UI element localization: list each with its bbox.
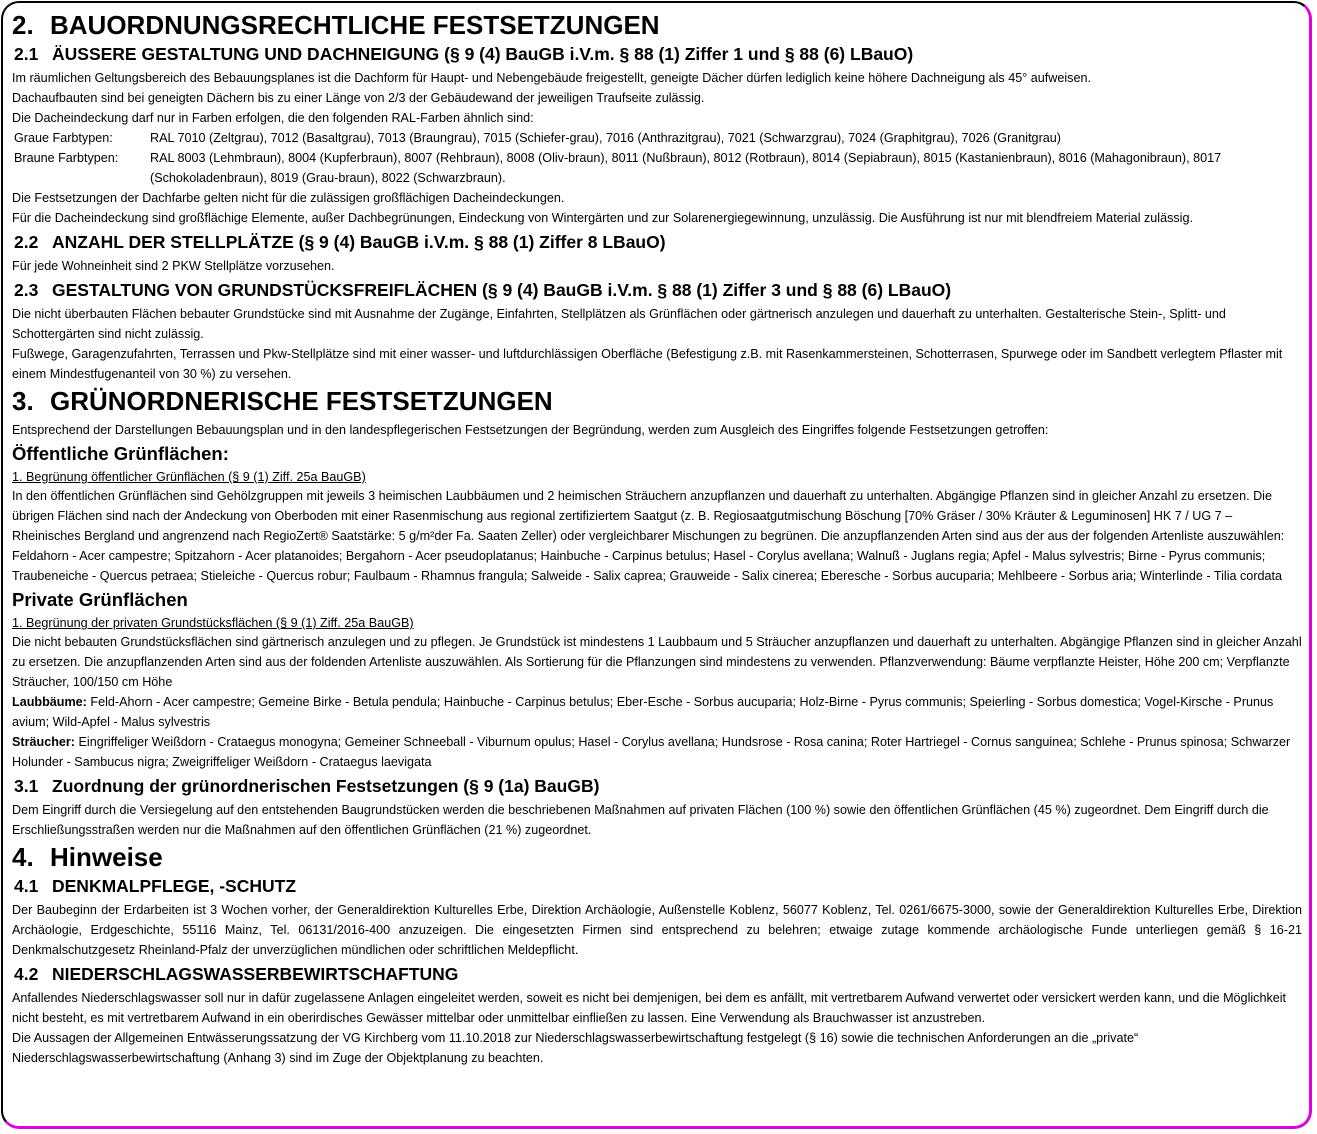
paragraph: Für jede Wohneinheit sind 2 PKW Stellplätze vorzusehen. bbox=[12, 259, 335, 273]
paragraph: Fußwege, Garagenzufahrten, Terrassen und Pkw-Stellplätze sind mit einer wasser- und luftdurchlässigen Oberfläche (Befestigung z.B. mit Rasenkammersteinen, Schotterrasen, Spurwege oder im Sandbett verlegtem Pflaster mit einem Mindestfugenanteil von 30 %) zu versehen. bbox=[12, 347, 1283, 381]
tree-list-text: Feld-Ahorn - Acer campestre; Gemeine Birke - Betula pendula; Hainbuche - Carpinus betulus; Eber-Esche - Sorbus aucuparia; Holz-Birne - Pyrus communis; Speierling - Sorbus domestica; Vogel-Kirsche - Prunus avium; Wild-Apfel - Malus sylvestris bbox=[12, 695, 1274, 729]
tree-list-label: Laubbäume: bbox=[12, 695, 87, 709]
paragraph: Die Aussagen der Allgemeinen Entwässerungssatzung der VG Kirchberg vom 11.10.2018 zur Niederschlagswasserbewirtschaftung festgelegt (§ 16) sowie die technischen Anforderungen an die „private“ Niederschlagswasserbewirtschaftung (Anhang 3) sind im Zuge der Objektplanung zu beachten. bbox=[12, 1031, 1139, 1065]
species-list: Feldahorn - Acer campestre; Spitzahorn - Acer platanoides; Bergahorn - Acer pseudoplatanus; Hainbuche - Carpinus betulus; Hasel - Corylus avellana; Walnuß - Juglans regia; Apfel - Malus sylvestris; Birne - Pyrus communis; Traubeneiche - Quercus petraea; Stieleiche - Quercus robur; Faulbaum - Rhamnus frangula; Salweide - Salix caprea; Grauweide - Salix cinerea; Eberesche - Sorbus aucuparia; Mehlbeere - Sorbus aria; Winterlinde - Tilia cordata bbox=[12, 549, 1283, 583]
public-green-subheading: 1. Begrünung öffentlicher Grünflächen (§ 9 (1) Ziff. 25a BauGB) bbox=[12, 470, 366, 484]
section-2-1-heading: 2.1 ÄUSSERE GESTALTUNG UND DACHNEIGUNG (§ 9 (4) BauGB i.V.m. § 88 (1) Ziffer 1 und § 88 (6) LBauO) bbox=[14, 44, 914, 64]
paragraph: Der Baubeginn der Erdarbeiten ist 3 Wochen vorher, der Generaldirektion Kulturelles Erbe, Direktion Archäologie, Außenstelle Koblenz, 56077 Koblenz, Tel. 0261/6675-3000, sowie der Generaldirektion Kulturelles Erbe, Direktion Archäologie, Erdgeschichte, 55116 Mainz, Tel. 06131/2016-400 anzuzeigen. Die eingesetzten Firmen sind entsprechend zu belehren; etwaige zutage kommende archäologische Funde unterliegen gemäß § 16-21 Denkmalschutzgesetz Rheinland-Pfalz der unverzüglichen mündlichen oder schriftlichen Meldepflicht. bbox=[12, 903, 1302, 957]
paragraph: Für die Dacheindeckung sind großflächige Elemente, außer Dachbegrünungen, Eindeckung von Wintergärten und zur Solarenergiegewinnung, unzulässig. Die Ausführung ist nur mit blendfreiem Material zulässig. bbox=[12, 211, 1193, 225]
tree-list bbox=[12, 692, 1302, 732]
section-3-heading: 3. GRÜNORDNERISCHE FESTSETZUNGEN bbox=[12, 386, 553, 416]
public-green-heading: Öffentliche Grünflächen: bbox=[12, 443, 229, 464]
paragraph: Dachaufbauten sind bei geneigten Dächern bis zu einer Länge von 2/3 der Gebäudewand der jeweiligen Traufseite zulässig. bbox=[12, 91, 705, 105]
paragraph: Anfallendes Niederschlagswasser soll nur in dafür zugelassene Anlagen eingeleitet werden, soweit es nicht bei demjenigen, bei dem es anfällt, mit vertretbarem Aufwand verwertet oder versickert werden kann, und die Möglichkeit nicht besteht, es mit vertretbarem Aufwand in ein oberirdisches Gewässer mittelbar oder unmittelbar einfließen zu lassen. Eine Verwendung als Brauchwasser ist anzustreben. bbox=[12, 991, 1287, 1025]
shrub-list-text: Eingriffeliger Weißdorn - Crataegus monogyna; Gemeiner Schneeball - Viburnum opulus; Hasel - Corylus avellana; Hundsrose - Rosa canina; Roter Hartriegel - Cornus sanguinea; Schlehe - Prunus spinosa; Schwarzer Holunder - Sambucus nigra; Zweigriffeliger Weißdorn - Crataegus laevigata bbox=[12, 735, 1291, 769]
paragraph: Dem Eingriff durch die Versiegelung auf den entstehenden Baugrundstücken werden die beschriebenen Maßnahmen auf privaten Flächen (100 %) sowie den öffentlichen Grünflächen (45 %) zugeordnet. Dem Eingriff durch die Erschließungsstraßen werden nur die Maßnahmen auf den öffentlichen Grünflächen (21 %) zugeordnet. bbox=[12, 803, 1269, 837]
private-green-heading: Private Grünflächen bbox=[12, 589, 188, 610]
section-3-1-heading: 3.1 Zuordnung der grünordnerischen Festsetzungen (§ 9 (1a) BauGB) bbox=[14, 776, 600, 796]
paragraph: In den öffentlichen Grünflächen sind Gehölzgruppen mit jeweils 3 heimischen Laubbäumen und 2 heimischen Sträuchern anzupflanzen und dauerhaft zu unterhalten. Abgängige Pflanzen sind in gleicher Anzahl zu ersetzen. Die übrigen Flächen sind nach der Andeckung von Oberboden mit einer Rasenmischung aus regional zertifiziertem Saatgut (z. B. Regiosaatgutmischung Böschung [70% Gräser / 30% Kräuter & Leguminosen] HK 7 / UG 7 – Rheinisches Bergland und angrenzend nach RegioZert® Saatstärke: 5 g/m²der Fa. Saaten Zeller) oder vergleichbarer Mischungen zu begrünen. Die anzupflanzenden Arten sind aus der aus der folgenden Artenliste auszuwählen: bbox=[12, 489, 1285, 543]
color-row-grey bbox=[12, 128, 1302, 148]
paragraph: Entsprechend der Darstellungen Bebauungsplan und in den landespflegerischen Festsetzungen der Begründung, werden zum Ausgleich des Eingriffes folgende Festsetzungen getroffen: bbox=[12, 423, 1049, 437]
paragraph: Im räumlichen Geltungsbereich des Bebauungsplanes ist die Dachform für Haupt- und Nebengebäude freigestellt, geneigte Dächer dürfen lediglich keine höhere Dachneigung als 45° aufweisen. bbox=[12, 71, 1091, 85]
section-2-heading: 2. BAUORDNUNGSRECHTLICHE FESTSETZUNGEN bbox=[12, 10, 660, 40]
color-row-label: Graue Farbtypen: bbox=[14, 131, 113, 145]
section-2-2-heading: 2.2 ANZAHL DER STELLPLÄTZE (§ 9 (4) BauGB i.V.m. § 88 (1) Ziffer 8 LBauO) bbox=[14, 232, 666, 252]
section-4-2-heading: 4.2 NIEDERSCHLAGSWASSERBEWIRTSCHAFTUNG bbox=[14, 964, 459, 984]
shrub-list-label: Sträucher: bbox=[12, 735, 75, 749]
color-row-brown bbox=[12, 148, 1302, 188]
section-2-3-heading: 2.3 GESTALTUNG VON GRUNDSTÜCKSFREIFLÄCHEN (§ 9 (4) BauGB i.V.m. § 88 (1) Ziffer 3 und § 88 (6) LBauO) bbox=[14, 280, 952, 300]
shrub-list bbox=[12, 732, 1302, 772]
paragraph: Die nicht bebauten Grundstücksflächen sind gärtnerisch anzulegen und zu pflegen. Je Grundstück ist mindestens 1 Laubbaum und 5 Sträucher anzupflanzen und dauerhaft zu unterhalten. Abgängige Pflanzen sind in gleicher Anzahl zu ersetzen. Die anzupflanzenden Arten sind aus der foldenden Artenliste auszuwählen. Als Sortierung für die Pflanzungen sind mindestens zu verwenden. Pflanzverwendung: Bäume verpflanzte Heister, Höhe 200 cm; Verpflanzte Sträucher, 100/150 cm Höhe bbox=[12, 635, 1302, 689]
section-4-1-heading: 4.1 DENKMALPFLEGE, -SCHUTZ bbox=[14, 876, 297, 896]
section-4-heading: 4. Hinweise bbox=[12, 842, 163, 872]
document-content bbox=[12, 8, 1302, 1068]
color-row-value: RAL 8003 (Lehmbraun), 8004 (Kupferbraun), 8007 (Rehbraun), 8008 (Oliv-braun), 8011 (Nußbraun), 8012 (Rotbraun), 8014 (Sepiabraun), 8015 (Kastanienbraun), 8016 (Mahagonibraun), 8017 (Schokoladenbraun), 8019 (Grau-braun), 8022 (Schwarzbraun). bbox=[150, 151, 1222, 185]
paragraph: Die Festsetzungen der Dachfarbe gelten nicht für die zulässigen großflächigen Dacheindeckungen. bbox=[12, 191, 565, 205]
paragraph: Die nicht überbauten Flächen bebauter Grundstücke sind mit Ausnahme der Zugänge, Einfahrten, Stellplätzen als Grünflächen oder gärtnerisch anzulegen und dauerhaft zu unterhalten. Gestalterische Stein-, Splitt- und Schottergärten sind nicht zulässig. bbox=[12, 307, 1226, 341]
private-green-subheading: 1. Begrünung der privaten Grundstücksflächen (§ 9 (1) Ziff. 25a BauGB) bbox=[12, 616, 414, 630]
paragraph: Die Dacheindeckung darf nur in Farben erfolgen, die den folgenden RAL-Farben ähnlich sind: bbox=[12, 111, 534, 125]
color-row-label: Braune Farbtypen: bbox=[14, 151, 119, 165]
color-row-value: RAL 7010 (Zeltgrau), 7012 (Basaltgrau), 7013 (Braungrau), 7015 (Schiefer-grau), 7016 (Anthrazitgrau), 7021 (Schwarzgrau), 7024 (Graphitgrau), 7026 (Granitgrau) bbox=[150, 131, 1061, 145]
